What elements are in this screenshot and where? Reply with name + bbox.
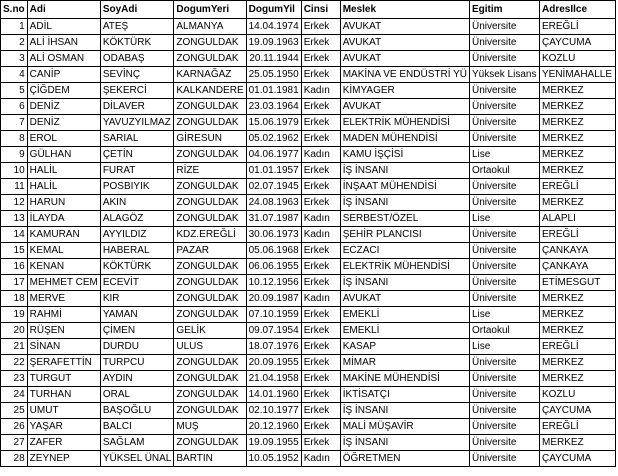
cell-meslek[interactable]: İŞ İNSANI [340,403,469,419]
cell-dogumyeri[interactable]: GELİK [174,323,246,339]
cell-meslek[interactable]: KAMU İŞÇİSİ [340,147,469,163]
cell-egitim[interactable]: Lise [469,211,539,227]
cell-meslek[interactable]: AVUKAT [340,99,469,115]
cell-dogumyil[interactable]: 20.11.1944 [246,51,301,67]
cell-soyadi[interactable]: DURDU [100,339,174,355]
cell-adresilce[interactable]: KOZLU [539,51,615,67]
cell-dogumyeri[interactable]: ZONGULDAK [174,371,246,387]
cell-egitim[interactable]: Üniversite [469,19,539,35]
cell-cinsi[interactable]: Erkek [301,67,340,83]
cell-adi[interactable]: HALİL [27,179,100,195]
cell-dogumyeri[interactable]: GİRESUN [174,131,246,147]
table-row [1,83,616,99]
cell-sno[interactable]: 24 [1,387,28,403]
cell-dogumyeri[interactable]: ZONGULDAK [174,291,246,307]
cell-egitim[interactable]: Üniversite [469,419,539,435]
cell-dogumyil[interactable]: 20.09.1955 [246,355,301,371]
cell-meslek[interactable]: İŞ İNSANI [340,163,469,179]
cell-adi[interactable]: KEMAL [27,243,100,259]
cell-sno[interactable]: 3 [1,51,28,67]
cell-egitim[interactable]: Üniversite [469,99,539,115]
cell-adresilce[interactable]: MERKEZ [539,115,615,131]
cell-dogumyeri[interactable]: ULUS [174,339,246,355]
cell-meslek[interactable]: ECZACI [340,243,469,259]
cell-sno[interactable]: 20 [1,323,28,339]
cell-cinsi[interactable]: Erkek [301,163,340,179]
cell-dogumyil[interactable]: 01.01.1957 [246,163,301,179]
cell-cinsi[interactable]: Erkek [301,419,340,435]
cell-soyadi[interactable]: SEVİNÇ [100,67,174,83]
cell-meslek[interactable]: MAKİNE MÜHENDİSİ [340,371,469,387]
cell-adresilce[interactable]: MERKEZ [539,323,615,339]
cell-dogumyil[interactable]: 31.07.1987 [246,211,301,227]
cell-dogumyil[interactable]: 20.12.1960 [246,419,301,435]
cell-adi[interactable]: DENİZ [27,115,100,131]
cell-cinsi[interactable]: Kadın [301,291,340,307]
cell-soyadi[interactable]: KÖKTÜRK [100,259,174,275]
cell-cinsi[interactable]: Erkek [301,179,340,195]
cell-adi[interactable]: ADİL [27,19,100,35]
cell-soyadi[interactable]: SAĞLAM [100,435,174,451]
table-row [1,131,616,147]
cell-egitim[interactable]: Üniversite [469,275,539,291]
cell-meslek[interactable]: AVUKAT [340,35,469,51]
cell-sno[interactable]: 6 [1,99,28,115]
cell-cinsi[interactable]: Erkek [301,259,340,275]
cell-sno[interactable]: 22 [1,355,28,371]
table-row [1,243,616,259]
cell-sno[interactable]: 2 [1,35,28,51]
cell-meslek[interactable]: AVUKAT [340,291,469,307]
cell-dogumyil[interactable]: 07.10.1959 [246,307,301,323]
cell-egitim[interactable]: Üniversite [469,435,539,451]
cell-cinsi[interactable]: Erkek [301,339,340,355]
cell-cinsi[interactable]: Kadın [301,211,340,227]
cell-egitim[interactable]: Üniversite [469,83,539,99]
cell-dogumyil[interactable]: 30.06.1973 [246,227,301,243]
cell-sno[interactable]: 1 [1,19,28,35]
cell-cinsi[interactable]: Erkek [301,195,340,211]
cell-egitim[interactable]: Lise [469,339,539,355]
cell-egitim[interactable]: Üniversite [469,403,539,419]
cell-adresilce[interactable]: MERKEZ [539,371,615,387]
table-row [1,419,616,435]
cell-adi[interactable]: İLAYDA [27,211,100,227]
cell-adresilce[interactable]: EREĞLİ [539,339,615,355]
cell-dogumyeri[interactable]: ZONGULDAK [174,435,246,451]
cell-meslek[interactable]: MAKİNA VE ENDÜSTRİ YÜ [340,67,469,83]
cell-sno[interactable]: 17 [1,275,28,291]
cell-dogumyil[interactable]: 10.05.1952 [246,451,301,467]
cell-sno[interactable]: 28 [1,451,28,467]
cell-soyadi[interactable]: HABERAL [100,243,174,259]
cell-soyadi[interactable]: ECEVİT [100,275,174,291]
cell-egitim[interactable]: Ortaokul [469,163,539,179]
cell-adresilce[interactable]: EREĞLİ [539,179,615,195]
table-row [1,147,616,163]
cell-meslek[interactable]: ÖĞRETMEN [340,451,469,467]
cell-meslek[interactable]: MALİ MÜŞAVİR [340,419,469,435]
cell-adresilce[interactable]: MERKEZ [539,291,615,307]
cell-dogumyil[interactable]: 21.04.1958 [246,371,301,387]
cell-egitim[interactable]: Üniversite [469,371,539,387]
cell-egitim[interactable]: Üniversite [469,291,539,307]
cell-soyadi[interactable]: KÖKTÜRK [100,35,174,51]
cell-soyadi[interactable]: POSBIYIK [100,179,174,195]
cell-adi[interactable]: MEHMET CEM [27,275,100,291]
cell-sno[interactable]: 16 [1,259,28,275]
cell-egitim[interactable]: Lise [469,147,539,163]
cell-sno[interactable]: 4 [1,67,28,83]
cell-meslek[interactable]: AVUKAT [340,51,469,67]
cell-soyadi[interactable]: SARIAL [100,131,174,147]
cell-dogumyil[interactable]: 18.07.1976 [246,339,301,355]
cell-cinsi[interactable]: Erkek [301,51,340,67]
cell-egitim[interactable]: Üniversite [469,115,539,131]
cell-soyadi[interactable]: ALAGÖZ [100,211,174,227]
cell-adresilce[interactable]: MERKEZ [539,163,615,179]
cell-sno[interactable]: 14 [1,227,28,243]
table-row [1,179,616,195]
cell-dogumyil[interactable]: 02.07.1945 [246,179,301,195]
cell-adi[interactable]: HALİL [27,163,100,179]
cell-adi[interactable]: SİNAN [27,339,100,355]
cell-sno[interactable]: 8 [1,131,28,147]
cell-adresilce[interactable]: MERKEZ [539,307,615,323]
cell-sno[interactable]: 23 [1,371,28,387]
cell-dogumyil[interactable]: 23.03.1964 [246,99,301,115]
cell-cinsi[interactable]: Erkek [301,403,340,419]
table-row [1,99,616,115]
cell-cinsi[interactable]: Erkek [301,275,340,291]
table-row [1,323,616,339]
cell-adresilce[interactable]: MERKEZ [539,435,615,451]
cell-dogumyeri[interactable]: ZONGULDAK [174,35,246,51]
cell-dogumyeri[interactable]: ZONGULDAK [174,179,246,195]
cell-dogumyeri[interactable]: ZONGULDAK [174,403,246,419]
cell-cinsi[interactable]: Erkek [301,307,340,323]
cell-dogumyil[interactable]: 02.10.1977 [246,403,301,419]
table-row [1,291,616,307]
cell-adi[interactable]: ALİ OSMAN [27,51,100,67]
table-row [1,67,616,83]
header-adi[interactable]: Adi [27,1,100,19]
cell-sno[interactable]: 27 [1,435,28,451]
cell-soyadi[interactable]: YÜKSEL ÜNAL [100,451,174,467]
cell-adi[interactable]: YAŞAR [27,419,100,435]
table-row [1,403,616,419]
cell-adi[interactable]: KENAN [27,259,100,275]
cell-adi[interactable]: RAHMİ [27,307,100,323]
cell-soyadi[interactable]: TURPCU [100,355,174,371]
cell-soyadi[interactable]: DİLAVER [100,99,174,115]
cell-meslek[interactable]: İNŞAAT MÜHENDİSİ [340,179,469,195]
cell-adi[interactable]: ALİ İHSAN [27,35,100,51]
cell-adi[interactable]: GÜLHAN [27,147,100,163]
cell-sno[interactable]: 10 [1,163,28,179]
cell-egitim[interactable]: Üniversite [469,243,539,259]
cell-adresilce[interactable]: EREĞLİ [539,227,615,243]
cell-meslek[interactable]: ŞEHİR PLANCISI [340,227,469,243]
cell-egitim[interactable]: Üniversite [469,259,539,275]
header-sno[interactable]: S.no [1,1,28,19]
table-row [1,275,616,291]
header-row [1,1,616,19]
cell-adresilce[interactable]: ÇAYCUMA [539,403,615,419]
cell-adi[interactable]: ŞERAFETTİN [27,355,100,371]
cell-dogumyeri[interactable]: BARTIN [174,451,246,467]
cell-egitim[interactable]: Üniversite [469,355,539,371]
cell-dogumyil[interactable]: 19.09.1963 [246,35,301,51]
header-dogumyil[interactable]: DogumYil [246,1,301,19]
cell-adi[interactable]: ÇİĞDEM [27,83,100,99]
cell-sno[interactable]: 9 [1,147,28,163]
table-row [1,451,616,467]
cell-soyadi[interactable]: FURAT [100,163,174,179]
cell-adresilce[interactable]: MERKEZ [539,195,615,211]
cell-cinsi[interactable]: Kadın [301,451,340,467]
cell-adresilce[interactable]: MERKEZ [539,131,615,147]
table-row [1,115,616,131]
table-row [1,51,616,67]
cell-sno[interactable]: 11 [1,179,28,195]
cell-soyadi[interactable]: YAVUZYILMAZ [100,115,174,131]
table-row [1,195,616,211]
cell-dogumyil[interactable]: 20.09.1987 [246,291,301,307]
cell-egitim[interactable]: Üniversite [469,131,539,147]
cell-cinsi[interactable]: Erkek [301,355,340,371]
table-row [1,19,616,35]
cell-meslek[interactable]: AVUKAT [340,19,469,35]
cell-soyadi[interactable]: ŞEKERCİ [100,83,174,99]
cell-egitim[interactable]: Üniversite [469,51,539,67]
cell-adresilce[interactable]: ÇANKAYA [539,259,615,275]
cell-dogumyil[interactable]: 10.12.1956 [246,275,301,291]
cell-adresilce[interactable]: MERKEZ [539,83,615,99]
cell-dogumyeri[interactable]: RİZE [174,163,246,179]
cell-dogumyeri[interactable]: ZONGULDAK [174,51,246,67]
cell-sno[interactable]: 26 [1,419,28,435]
cell-soyadi[interactable]: ATEŞ [100,19,174,35]
cell-egitim[interactable]: Üniversite [469,179,539,195]
cell-adresilce[interactable]: ÇAYCUMA [539,451,615,467]
cell-dogumyeri[interactable]: ALMANYA [174,19,246,35]
header-meslek[interactable]: Meslek [340,1,469,19]
cell-adi[interactable]: KAMURAN [27,227,100,243]
cell-meslek[interactable]: EMEKLİ [340,307,469,323]
table-row [1,371,616,387]
cell-dogumyeri[interactable]: ZONGULDAK [174,307,246,323]
cell-cinsi[interactable]: Erkek [301,387,340,403]
cell-adresilce[interactable]: KOZLU [539,387,615,403]
cell-adresilce[interactable]: EREĞLİ [539,19,615,35]
cell-dogumyeri[interactable]: PAZAR [174,243,246,259]
cell-dogumyil[interactable]: 19.09.1955 [246,435,301,451]
cell-egitim[interactable]: Lise [469,307,539,323]
cell-sno[interactable]: 7 [1,115,28,131]
cell-meslek[interactable]: KASAP [340,339,469,355]
cell-dogumyeri[interactable]: ZONGULDAK [174,211,246,227]
cell-sno[interactable]: 18 [1,291,28,307]
cell-adresilce[interactable]: YENİMAHALLE [539,67,615,83]
header-soyadi[interactable]: SoyAdi [100,1,174,19]
table-body [1,19,616,467]
cell-cinsi[interactable]: Erkek [301,131,340,147]
cell-meslek[interactable]: ELEKTRİK MÜHENDİSİ [340,115,469,131]
cell-egitim[interactable]: Üniversite [469,35,539,51]
cell-cinsi[interactable]: Erkek [301,99,340,115]
cell-dogumyeri[interactable]: KALKANDERE [174,83,246,99]
table-row [1,435,616,451]
cell-sno[interactable]: 12 [1,195,28,211]
cell-cinsi[interactable]: Kadın [301,147,340,163]
header-cinsi[interactable]: Cinsi [301,1,340,19]
cell-meslek[interactable]: MADEN MÜHENDİSİ [340,131,469,147]
cell-egitim[interactable]: Ortaokul [469,323,539,339]
cell-soyadi[interactable]: BALCI [100,419,174,435]
cell-adi[interactable]: EROL [27,131,100,147]
table-row [1,387,616,403]
cell-soyadi[interactable]: ORAL [100,387,174,403]
cell-dogumyeri[interactable]: ZONGULDAK [174,99,246,115]
cell-egitim[interactable]: Üniversite [469,195,539,211]
cell-dogumyil[interactable]: 05.02.1962 [246,131,301,147]
cell-adi[interactable]: ZEYNEP [27,451,100,467]
cell-adresilce[interactable]: ETİMESGUT [539,275,615,291]
cell-meslek[interactable]: İŞ İNSANI [340,435,469,451]
table-row [1,259,616,275]
cell-meslek[interactable]: MİMAR [340,355,469,371]
cell-adi[interactable]: MERVE [27,291,100,307]
table-row [1,339,616,355]
header-adresilce[interactable]: AdresIlce [539,1,615,19]
cell-dogumyeri[interactable]: ZONGULDAK [174,259,246,275]
table-row [1,227,616,243]
cell-cinsi[interactable]: Erkek [301,115,340,131]
cell-cinsi[interactable]: Erkek [301,35,340,51]
cell-dogumyeri[interactable]: ZONGULDAK [174,387,246,403]
cell-meslek[interactable]: SERBEST/ÖZEL [340,211,469,227]
cell-dogumyeri[interactable]: ZONGULDAK [174,355,246,371]
cell-soyadi[interactable]: ÇİMEN [100,323,174,339]
cell-soyadi[interactable]: AYYILDIZ [100,227,174,243]
cell-dogumyil[interactable]: 06.06.1955 [246,259,301,275]
cell-cinsi[interactable]: Erkek [301,243,340,259]
cell-adresilce[interactable]: ÇAYCUMA [539,35,615,51]
cell-dogumyil[interactable]: 09.07.1954 [246,323,301,339]
cell-meslek[interactable]: İŞ İNSANI [340,275,469,291]
cell-egitim[interactable]: Üniversite [469,227,539,243]
cell-dogumyil[interactable]: 25.05.1950 [246,67,301,83]
cell-egitim[interactable]: Üniversite [469,387,539,403]
cell-cinsi[interactable]: Erkek [301,435,340,451]
cell-dogumyil[interactable]: 04.06.1977 [246,147,301,163]
cell-dogumyeri[interactable]: KARNAĞAZ [174,67,246,83]
cell-meslek[interactable]: KİMYAGER [340,83,469,99]
cell-dogumyil[interactable]: 15.06.1979 [246,115,301,131]
cell-adi[interactable]: CANİP [27,67,100,83]
cell-sno[interactable]: 19 [1,307,28,323]
cell-cinsi[interactable]: Erkek [301,19,340,35]
cell-adi[interactable]: TURGUT [27,371,100,387]
cell-soyadi[interactable]: BAŞOĞLU [100,403,174,419]
table-row [1,211,616,227]
cell-dogumyil[interactable]: 14.04.1974 [246,19,301,35]
header-egitim[interactable]: Egitim [469,1,539,19]
cell-sno[interactable]: 21 [1,339,28,355]
cell-adresilce[interactable]: MERKEZ [539,147,615,163]
cell-dogumyeri[interactable]: ZONGULDAK [174,147,246,163]
cell-cinsi[interactable]: Erkek [301,323,340,339]
cell-dogumyeri[interactable]: ZONGULDAK [174,195,246,211]
cell-cinsi[interactable]: Kadın [301,227,340,243]
cell-adresilce[interactable]: ÇANKAYA [539,243,615,259]
cell-egitim[interactable]: Üniversite [469,451,539,467]
table-row [1,355,616,371]
cell-soyadi[interactable]: KIR [100,291,174,307]
cell-soyadi[interactable]: ODABAŞ [100,51,174,67]
cell-adresilce[interactable]: MERKEZ [539,99,615,115]
cell-sno[interactable]: 5 [1,83,28,99]
cell-dogumyeri[interactable]: KDZ.EREĞLİ [174,227,246,243]
cell-cinsi[interactable]: Erkek [301,371,340,387]
cell-dogumyil[interactable]: 01.01.1981 [246,83,301,99]
cell-soyadi[interactable]: YAMAN [100,307,174,323]
cell-adi[interactable]: HARUN [27,195,100,211]
cell-adi[interactable]: RÜŞEN [27,323,100,339]
cell-sno[interactable]: 25 [1,403,28,419]
cell-dogumyil[interactable]: 24.08.1963 [246,195,301,211]
cell-soyadi[interactable]: AKIN [100,195,174,211]
cell-dogumyeri[interactable]: ZONGULDAK [174,115,246,131]
cell-adresilce[interactable]: MERKEZ [539,355,615,371]
table-row [1,307,616,323]
cell-dogumyeri[interactable]: MUŞ [174,419,246,435]
cell-adi[interactable]: DENİZ [27,99,100,115]
cell-adi[interactable]: ZAFER [27,435,100,451]
cell-dogumyil[interactable]: 05.06.1968 [246,243,301,259]
cell-adi[interactable]: TURHAN [27,387,100,403]
table-row [1,35,616,51]
cell-adresilce[interactable]: EREĞLİ [539,419,615,435]
cell-dogumyeri[interactable]: ZONGULDAK [174,275,246,291]
cell-egitim[interactable]: Yüksek Lisans [469,67,539,83]
cell-sno[interactable]: 15 [1,243,28,259]
cell-sno[interactable]: 13 [1,211,28,227]
header-dogumyeri[interactable]: DogumYeri [174,1,246,19]
cell-soyadi[interactable]: AYDIN [100,371,174,387]
table-row [1,163,616,179]
cell-cinsi[interactable]: Kadın [301,83,340,99]
cell-meslek[interactable]: ELEKTRİK MÜHENDİSİ [340,259,469,275]
cell-meslek[interactable]: İKTİSATÇI [340,387,469,403]
cell-adi[interactable]: UMUT [27,403,100,419]
cell-meslek[interactable]: İŞ İNSANI [340,195,469,211]
cell-meslek[interactable]: EMEKLİ [340,323,469,339]
cell-soyadi[interactable]: ÇETİN [100,147,174,163]
cell-adresilce[interactable]: ALAPLI [539,211,615,227]
cell-dogumyil[interactable]: 14.01.1960 [246,387,301,403]
